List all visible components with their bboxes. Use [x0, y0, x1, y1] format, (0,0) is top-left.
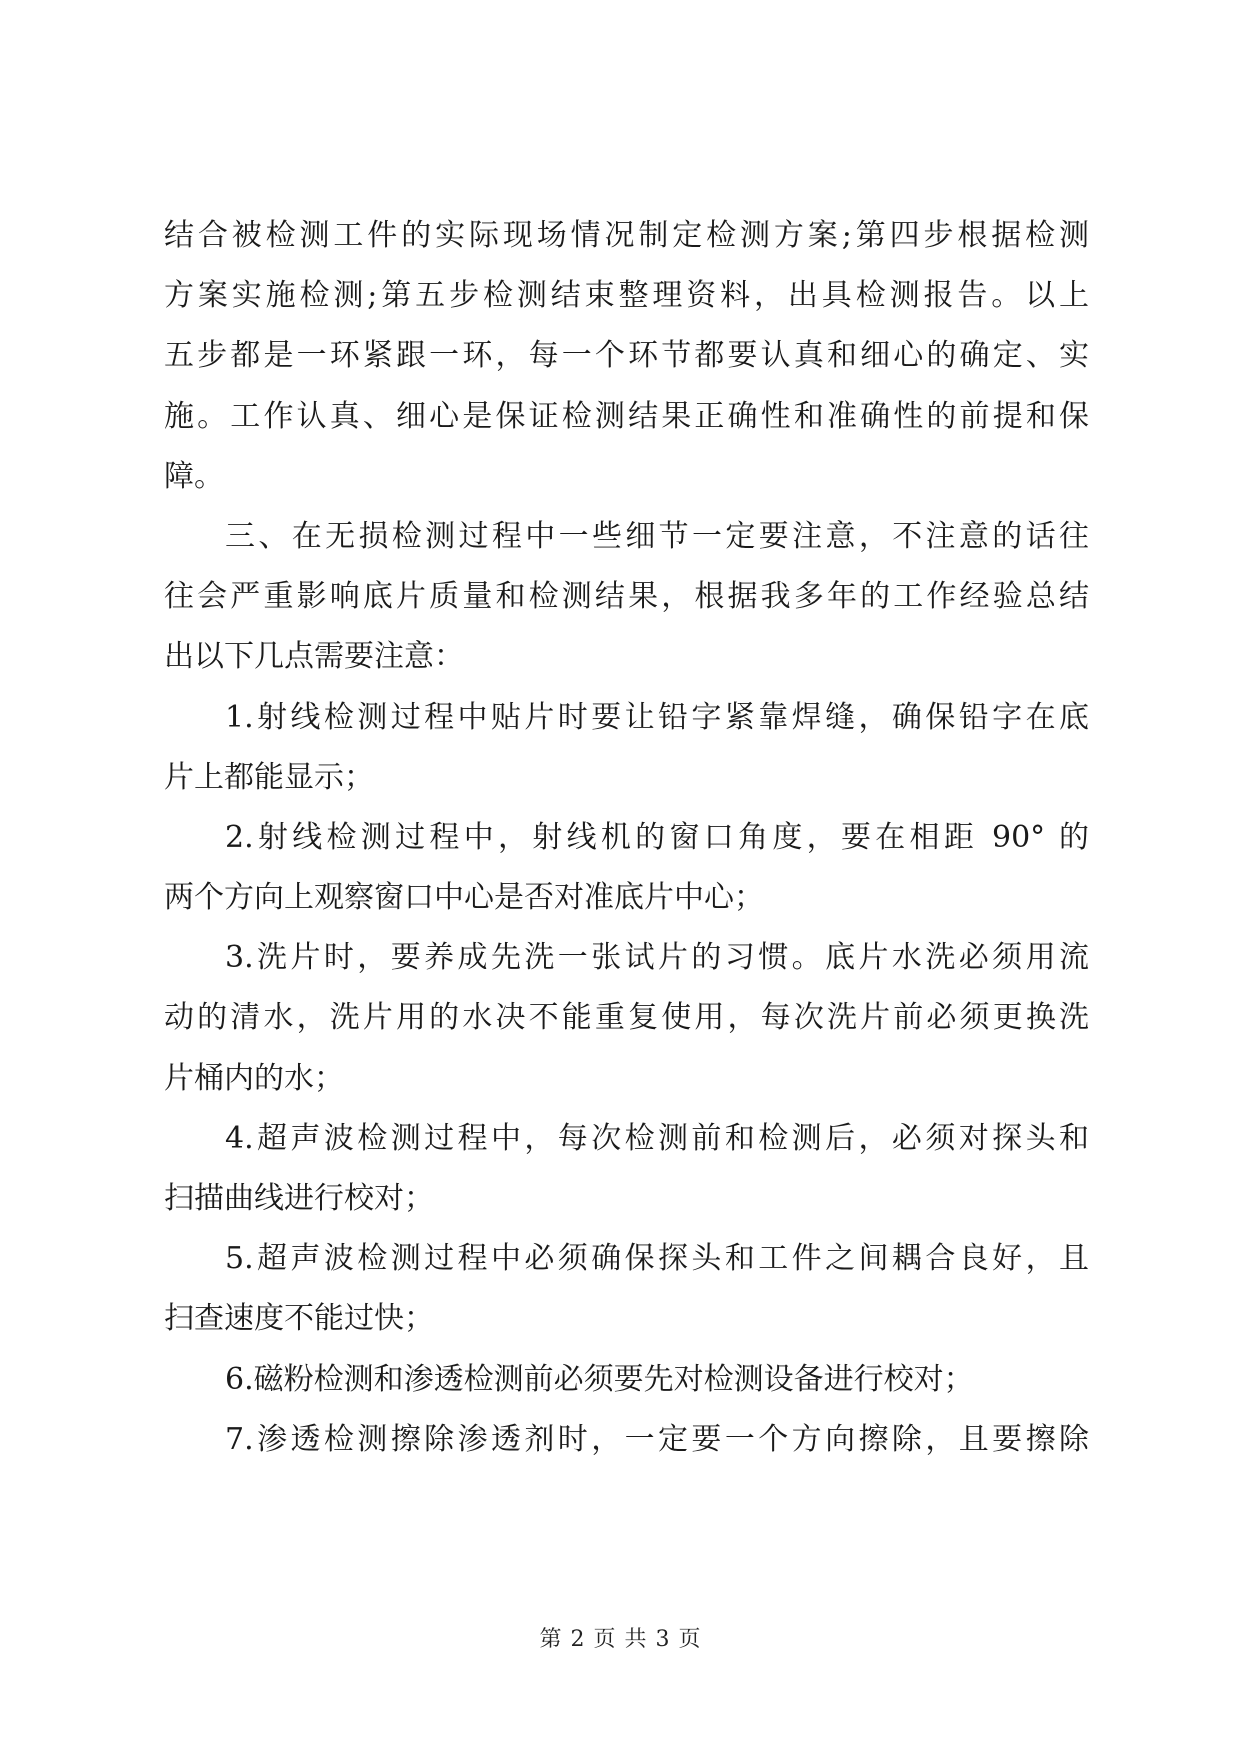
text-line: 片桶内的水； — [164, 1060, 344, 1096]
text-line: 1.射线检测过程中贴片时要让铅字紧靠焊缝，确保铅字在底 — [225, 699, 1089, 735]
text-line: 扫查速度不能过快； — [164, 1301, 434, 1337]
text-line: 结合被检测工件的实际现场情况制定检测方案;第四步根据检测 — [164, 218, 1089, 253]
text-line: 4.超声波检测过程中，每次检测前和检测后，必须对探头和 — [225, 1120, 1089, 1156]
text-line: 7.渗透检测擦除渗透剂时，一定要一个方向擦除，且要擦除 — [225, 1421, 1089, 1457]
text-line: 五步都是一环紧跟一环，每一个环节都要认真和细心的确定、实 — [164, 338, 1089, 374]
text-line: 扫描曲线进行校对； — [164, 1181, 434, 1216]
text-line: 6.磁粉检测和渗透检测前必须要先对检测设备进行校对； — [225, 1361, 974, 1397]
text-line: 两个方向上观察窗口中心是否对准底片中心； — [164, 880, 764, 916]
page-footer: 第 2 页 共 3 页 — [539, 1627, 702, 1652]
text-line: 障。 — [164, 458, 224, 494]
text-line: 片上都能显示； — [164, 759, 374, 795]
text-line: 往会严重影响底片质量和检测结果，根据我多年的工作经验总结 — [164, 579, 1089, 615]
text-line: 5.超声波检测过程中必须确保探头和工件之间耦合良好，且 — [225, 1241, 1089, 1277]
text-line: 方案实施检测;第五步检测结束整理资料，出具检测报告。以上 — [164, 278, 1089, 314]
text-line: 2.射线检测过程中，射线机的窗口角度，要在相距 90° 的 — [225, 819, 1089, 855]
text-line: 三、在无损检测过程中一些细节一定要注意，不注意的话往 — [225, 518, 1089, 554]
text-line: 施。工作认真、细心是保证检测结果正确性和准确性的前提和保 — [164, 398, 1089, 434]
text-line: 3.洗片时，要养成先洗一张试片的习惯。底片水洗必须用流 — [225, 940, 1089, 976]
text-line: 出以下几点需要注意： — [164, 639, 464, 675]
text-line: 动的清水，洗片用的水决不能重复使用，每次洗片前必须更换洗 — [164, 1000, 1089, 1036]
body-text — [164, 206, 1089, 1470]
